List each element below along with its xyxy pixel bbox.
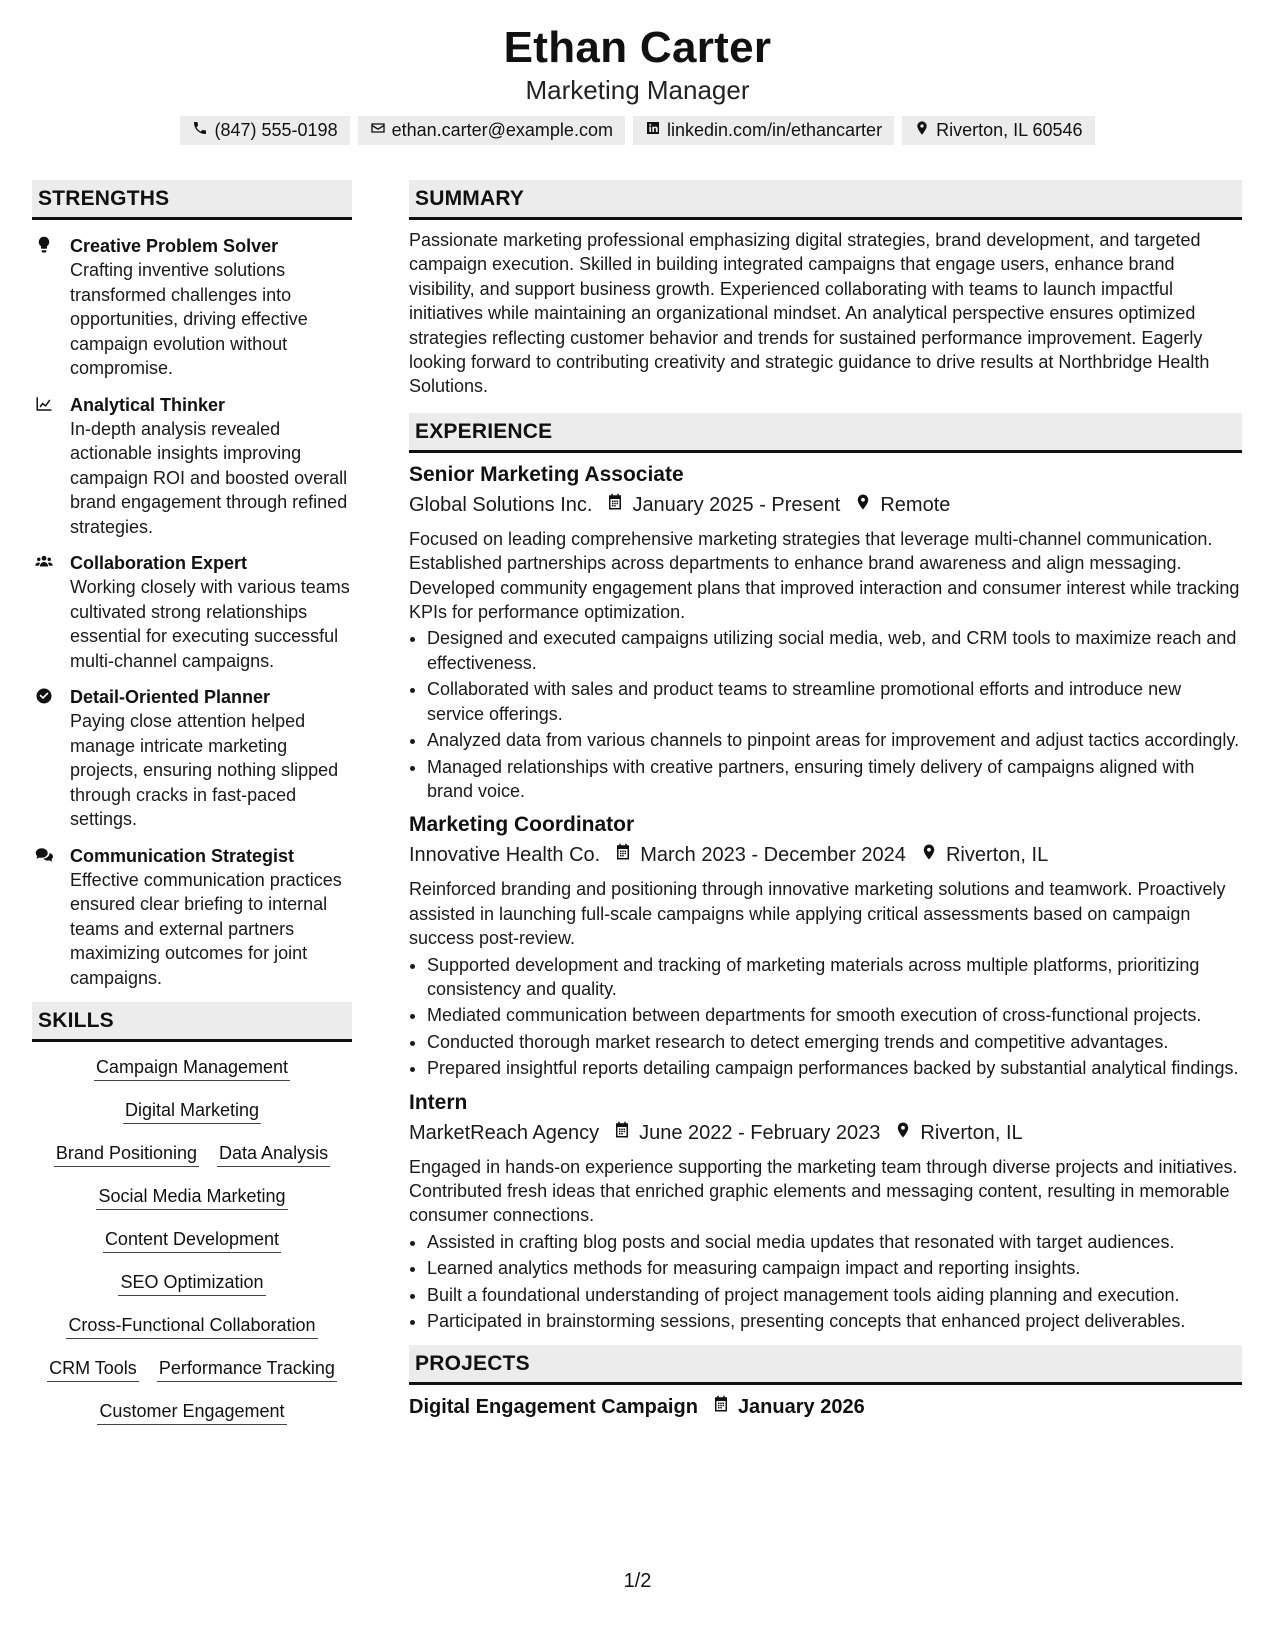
summary-text: Passionate marketing professional emphasizing digital strategies, brand development, and targeted campaign execution. Skilled in building integrated campaigns that engage users, enhance brand visibility, and support business growth. Experienced collaborating with teams to launch impactful initiatives while maintaining an organizational mindset. An analytical perspective ensures optimized strategies reflecting customer behavior and trends for sustained performance improvement. Eagerly looking forward to contributing creativity and strategic guidance to drive results at Northbridge Health Solutions. (409, 230, 1210, 397)
job-location: Riverton, IL (945, 844, 1049, 867)
calendar-icon (698, 1393, 738, 1421)
skill-tag: Content Development (103, 1228, 281, 1253)
skill-tag: Digital Marketing (123, 1099, 261, 1124)
strength-item (32, 393, 352, 540)
bullet-item: • Learned analytics methods for measuring campaign impact and reporting insights. (427, 1256, 1242, 1280)
company-name: Global Solutions Inc. (409, 493, 593, 516)
contact-phone[interactable] (180, 116, 349, 145)
job-dates: June 2022 - February 2023 (639, 1121, 881, 1144)
candidate-name: Ethan Carter (503, 23, 772, 72)
strength-desc: Working closely with various teams cultivated strong relationships essential for executing successful multi-channel campaigns. (70, 577, 350, 671)
strength-item (32, 234, 352, 381)
strength-item (32, 685, 352, 832)
page-number: 1/2 (623, 1570, 652, 1592)
map-pin-icon (914, 119, 930, 142)
bullet-item: • Supported development and tracking of marketing materials across multiple platforms, prioritizing consistency and quality. (427, 953, 1242, 1002)
job-location: Remote (880, 493, 951, 516)
calendar-icon (599, 1119, 639, 1147)
phone-text: (847) 555-0198 (214, 120, 338, 140)
users-icon (34, 551, 56, 573)
strength-title: Communication Strategist (70, 845, 295, 866)
calendar-icon (600, 841, 640, 869)
skill-tag: Brand Positioning (54, 1142, 199, 1167)
candidate-title: Marketing Manager (525, 75, 750, 105)
job-bullets (409, 626, 1242, 803)
job-location: Riverton, IL (920, 1121, 1023, 1144)
strength-item (32, 844, 352, 991)
contact-email[interactable] (358, 116, 625, 145)
envelope-icon (370, 119, 386, 142)
phone-icon (192, 119, 208, 142)
chart-line-icon (34, 393, 56, 415)
job-description: Engaged in hands-on experience supporting the marketing team through diverse projects and initiatives. Contributed fresh ideas that enriched graphic elements and messaging content, resulting in memorable consumer connections. (409, 1156, 1238, 1226)
bullet-item: • Collaborated with sales and product teams to streamline promotional efforts and introduce new service offerings. (427, 677, 1242, 726)
job-description: Focused on leading comprehensive marketing strategies that leverage multi-channel communication. Established partnerships across departments to enhance brand awareness and align messaging. Developed community engagement plans that improved interaction and consumer interest while tracking KPIs for performance optimization. (409, 528, 1240, 623)
map-pin-icon (840, 491, 880, 519)
bullet-item: • Conducted thorough market research to detect emerging trends and competitive advantages. (427, 1030, 1242, 1054)
map-pin-icon (906, 841, 946, 869)
contact-linkedin[interactable] (633, 116, 894, 145)
strength-desc: In-depth analysis revealed actionable insights improving campaign ROI and boosted overall brand engagement through refined strategies. (70, 418, 348, 537)
job-title: Intern (409, 1090, 468, 1114)
strength-title: Collaboration Expert (70, 553, 248, 573)
job-bullets (409, 953, 1242, 1081)
job-entry (409, 1089, 1242, 1334)
job-entry (409, 461, 1242, 803)
experience-heading: EXPERIENCE (409, 413, 1242, 453)
comments-icon (34, 844, 56, 866)
contact-location (902, 116, 1094, 145)
bullet-item: • Designed and executed campaigns utilizing social media, web, and CRM tools to maximize reach and effectiveness. (427, 626, 1242, 675)
job-bullets (409, 1230, 1242, 1334)
job-dates: January 2025 - Present (632, 493, 841, 516)
job-dates: March 2023 - December 2024 (640, 844, 906, 867)
location-text: Riverton, IL 60546 (936, 120, 1083, 140)
bullet-item: • Participated in brainstorming sessions, presenting concepts that enhanced project deliverables. (427, 1309, 1242, 1333)
skill-tag: SEO Optimization (118, 1271, 265, 1296)
job-meta (409, 1119, 1242, 1147)
skills-list (32, 1042, 352, 1425)
skill-tag: Data Analysis (217, 1142, 330, 1167)
job-meta (409, 841, 1242, 869)
strengths-list (32, 220, 352, 990)
job-description: Reinforced branding and positioning through innovative marketing solutions and teamwork. Proactively assisted in launching full-scale campaigns while applying critical assessments based on campaign success post-review. (409, 879, 1226, 949)
company-name: Innovative Health Co. (409, 844, 601, 867)
contact-bar (0, 116, 1275, 145)
strength-title: Analytical Thinker (70, 394, 226, 415)
bullet-item: • Mediated communication between departments for smooth execution of cross-functional projects. (427, 1003, 1242, 1027)
map-pin-icon (880, 1119, 920, 1147)
skill-tag: Campaign Management (94, 1056, 290, 1081)
resume-header (0, 0, 1275, 145)
company-name: MarketReach Agency (409, 1121, 600, 1144)
linkedin-text: linkedin.com/in/ethancarter (666, 120, 883, 140)
strengths-heading: STRENGTHS (32, 180, 352, 220)
project-entry (409, 1393, 1242, 1421)
projects-heading: PROJECTS (409, 1345, 1242, 1385)
email-text: ethan.carter@example.com (391, 120, 613, 140)
strength-desc: Effective communication practices ensured clear briefing to internal teams and external partners maximizing outcomes for joint campaigns. (70, 869, 342, 988)
bullet-item: • Analyzed data from various channels to pinpoint areas for improvement and adjust tactics accordingly. (427, 728, 1242, 752)
bullet-item: • Assisted in crafting blog posts and social media updates that resonated with target audiences. (427, 1230, 1242, 1254)
summary-heading: SUMMARY (409, 180, 1242, 220)
skill-tag: Performance Tracking (157, 1357, 337, 1382)
lightbulb-icon (34, 234, 56, 256)
strength-title: Detail-Oriented Planner (70, 687, 271, 707)
calendar-icon (592, 491, 632, 519)
linkedin-icon (645, 119, 661, 142)
check-circle-icon (34, 685, 56, 707)
right-column (409, 180, 1242, 1421)
skill-tag: Customer Engagement (97, 1400, 286, 1425)
skill-tag: Social Media Marketing (96, 1185, 287, 1210)
left-column (32, 180, 352, 1443)
bullet-item: • Managed relationships with creative partners, ensuring timely delivery of campaigns aligned with brand voice. (427, 755, 1242, 804)
job-title: Senior Marketing Associate (409, 462, 684, 486)
project-date: January 2026 (737, 1396, 865, 1419)
strength-title: Creative Problem Solver (70, 236, 279, 256)
job-entry (409, 811, 1242, 1080)
skill-tag: CRM Tools (47, 1357, 139, 1382)
skills-heading: SKILLS (32, 1002, 352, 1042)
strength-desc: Crafting inventive solutions transformed challenges into opportunities, driving effective campaign evolution without compromise. (70, 260, 308, 378)
job-title: Marketing Coordinator (409, 813, 635, 837)
strength-item (32, 551, 352, 673)
bullet-item: • Built a foundational understanding of project management tools aiding planning and execution. (427, 1283, 1242, 1307)
job-meta (409, 491, 1242, 519)
skill-tag: Cross-Functional Collaboration (66, 1314, 317, 1339)
strength-desc: Paying close attention helped manage intricate marketing projects, ensuring nothing slipped through cracks in fast-paced settings. (70, 711, 339, 829)
bullet-item: • Prepared insightful reports detailing campaign performances backed by substantial analytical findings. (427, 1056, 1242, 1080)
project-name: Digital Engagement Campaign (409, 1396, 698, 1419)
